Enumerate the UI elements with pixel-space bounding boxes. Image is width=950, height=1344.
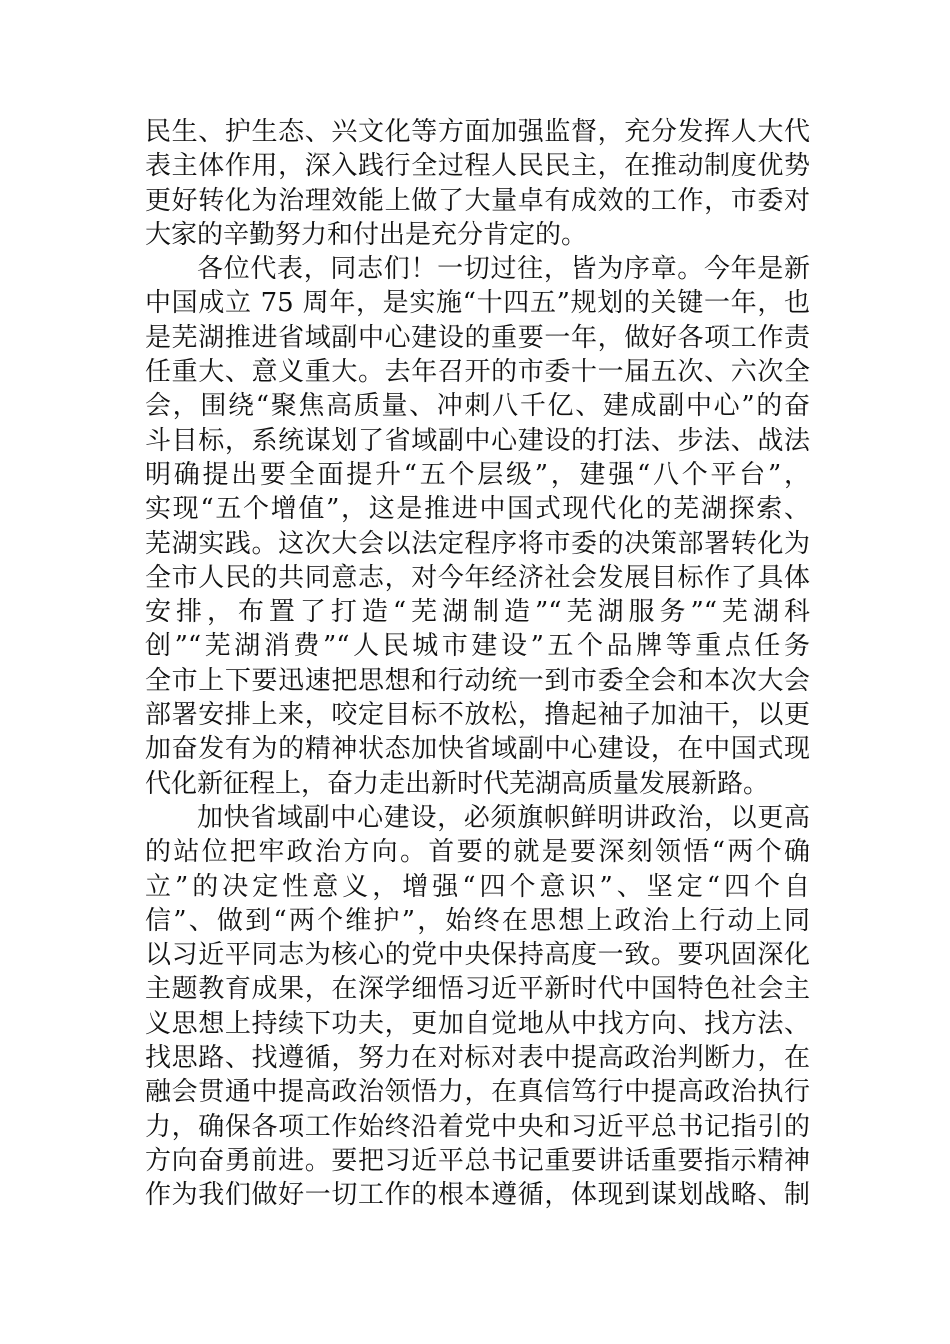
text-line: 实现“五个增值”，这是推进中国式现代化的芜湖探索、: [145, 494, 810, 525]
text-line: 以习近平同志为核心的党中央保持高度一致。要巩固深化: [145, 940, 810, 971]
text-line: 融会贯通中提高政治领悟力，在真信笃行中提高政治执行: [145, 1077, 810, 1108]
text-line: 信”、做到“两个维护”，始终在思想上政治上行动上同: [145, 905, 810, 936]
text-line: 是芜湖推进省域副中心建设的重要一年，做好各项工作责: [145, 322, 810, 353]
text-line: 全市人民的共同意志，对今年经济社会发展目标作了具体: [145, 562, 810, 593]
text-line: 力，确保各项工作始终沿着党中央和习近平总书记指引的: [145, 1111, 810, 1142]
text-line: 的站位把牢政治方向。首要的就是要深刻领悟“两个确: [145, 837, 810, 868]
text-line: 找思路、找遵循，努力在对标对表中提高政治判断力，在: [145, 1043, 810, 1074]
text-line: 加奋发有为的精神状态加快省域副中心建设，在中国式现: [145, 734, 810, 765]
text-line: 会，围绕“聚焦高质量、冲刺八千亿、建成副中心”的奋: [145, 391, 810, 422]
text-line: 作为我们做好一切工作的根本遵循，体现到谋划战略、制: [145, 1180, 810, 1211]
text-line: 中国成立 75 周年，是实施“十四五”规划的关键一年，也: [145, 288, 810, 319]
text-line: 任重大、意义重大。去年召开的市委十一届五次、六次全: [145, 357, 810, 388]
text-line: 安排，布置了打造“芜湖制造”“芜湖服务”“芜湖科: [145, 597, 810, 628]
text-line: 加快省域副中心建设，必须旗帜鲜明讲政治，以更高: [197, 802, 810, 833]
text-line: 民生、护生态、兴文化等方面加强监督，充分发挥人大代: [145, 117, 810, 147]
text-line: 创”“芜湖消费”“人民城市建设”五个品牌等重点任务: [145, 631, 810, 662]
text-line: 部署安排上来，咬定目标不放松，撸起袖子加油干，以更: [145, 700, 810, 731]
body-text: [145, 115, 810, 1213]
text-line: 斗目标，系统谋划了省域副中心建设的打法、步法、战法: [145, 425, 810, 456]
text-line: 代化新征程上，奋力走出新时代芜湖高质量发展新路。: [145, 768, 770, 799]
text-line: 全市上下要迅速把思想和行动统一到市委全会和本次大会: [145, 665, 810, 696]
text-line: 主题教育成果，在深学细悟习近平新时代中国特色社会主: [145, 974, 810, 1005]
text-line: 大家的辛勤努力和付出是充分肯定的。: [145, 219, 588, 250]
text-line: 表主体作用，深入践行全过程人民民主，在推动制度优势: [145, 151, 810, 182]
text-line: 更好转化为治理效能上做了大量卓有成效的工作，市委对: [145, 185, 810, 216]
text-line: 方向奋勇前进。要把习近平总书记重要讲话重要指示精神: [145, 1145, 810, 1176]
text-line: 义思想上持续下功夫，更加自觉地从中找方向、找方法、: [145, 1008, 810, 1039]
text-line: 芜湖实践。这次大会以法定程序将市委的决策部署转化为: [145, 528, 810, 559]
text-line: 立”的决定性意义，增强“四个意识”、坚定“四个自: [145, 871, 810, 902]
text-line: 明确提出要全面提升“五个层级”，建强“八个平台”，: [145, 459, 810, 490]
text-line: 各位代表，同志们！一切过往，皆为序章。今年是新: [197, 254, 810, 285]
